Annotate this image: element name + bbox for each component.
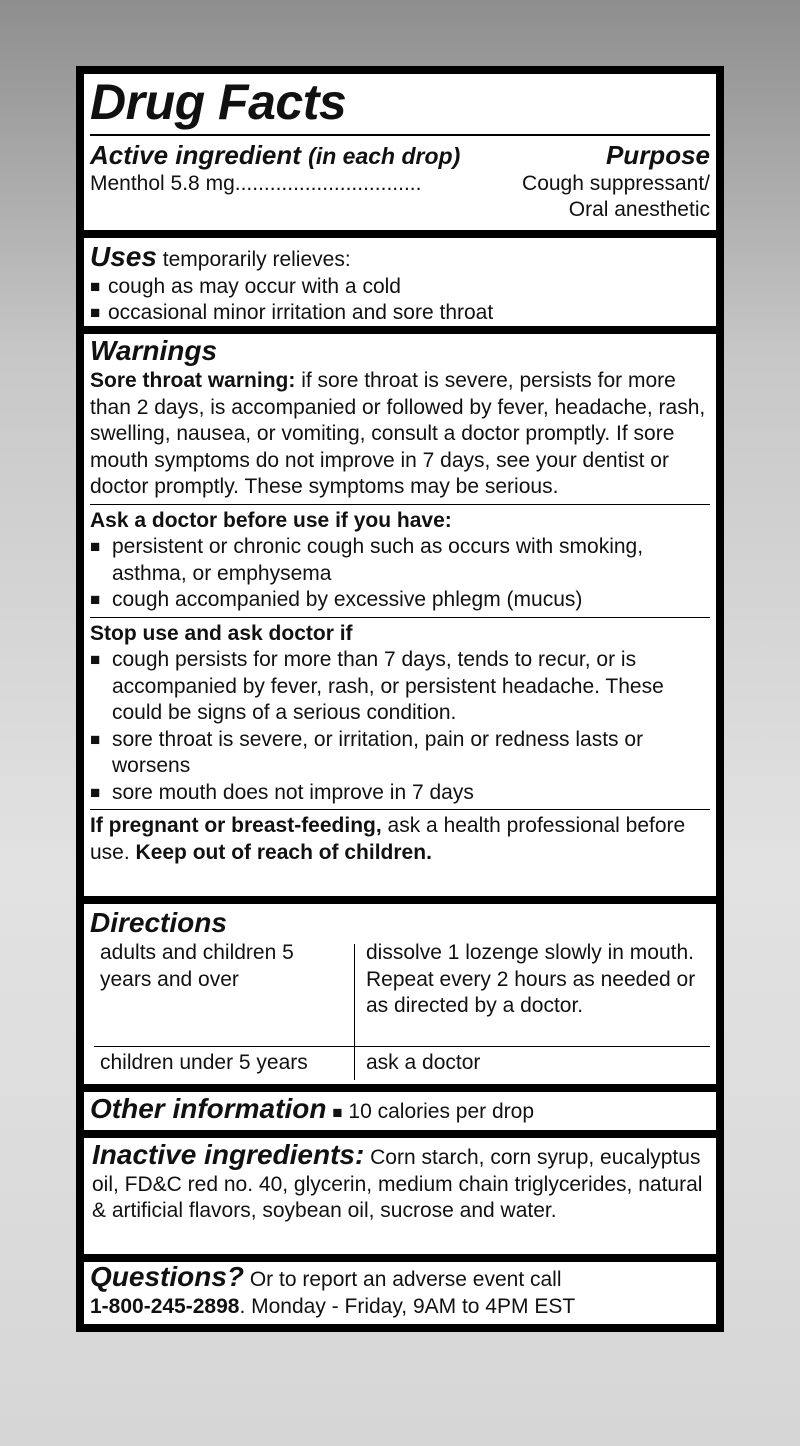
directions-who-children: children under 5 years	[100, 1051, 308, 1074]
questions-panel	[84, 1262, 716, 1324]
stop-use-item: ■ cough persists for more than 7 days, tends to recur, or is accompanied by fever, rash, or persistent headache. These could be signs of a serious condition.	[84, 647, 716, 727]
ask-doctor-item: ■ persistent or chronic cough such as occurs with smoking, asthma, or emphysema	[84, 534, 716, 587]
active-ingredient-value: Menthol 5.8 mg................................	[90, 172, 422, 195]
warnings-heading: Warnings	[90, 335, 218, 366]
drug-facts-label	[76, 66, 724, 1332]
directions-who-adults: adults and children 5 years and over	[100, 941, 294, 991]
directions-panel	[84, 904, 716, 1084]
sore-throat-warning: Sore throat warning: if sore throat is severe, persists for more than 2 days, is accompanied or followed by fever, headache, rash, swelling, nausea, or vomiting, consult a doctor promptly. If sore mouth symptoms do not improve in 7 days, see your dentist or doctor promptly. These symptoms may be serious.	[90, 369, 706, 498]
directions-row-divider	[94, 1046, 710, 1047]
purpose-heading: Purpose	[605, 140, 710, 170]
inactive-ingredients-panel	[84, 1138, 716, 1254]
active-ingredient-line	[84, 171, 716, 196]
questions-contact: 1-800-245-2898. Monday - Friday, 9AM to 4PM EST	[90, 1294, 576, 1318]
warnings-panel	[84, 334, 716, 896]
uses-item: ■ occasional minor irritation and sore throat	[84, 300, 716, 327]
phone-number[interactable]: 1-800-245-2898	[90, 1294, 240, 1318]
ask-doctor-heading: Ask a doctor before use if you have:	[90, 508, 452, 532]
other-information-heading: Other information	[90, 1093, 327, 1124]
title-divider	[90, 134, 710, 136]
questions-text: Questions? Or to report an adverse event call	[90, 1261, 562, 1292]
bullet-square-icon: ■	[90, 537, 101, 556]
stop-use-heading: Stop use and ask doctor if	[90, 621, 353, 645]
stop-use-item: ■ sore throat is severe, or irritation, pain or redness lasts or worsens	[84, 727, 716, 780]
bullet-square-icon: ■	[90, 729, 101, 749]
sore-throat-label: Sore throat warning:	[90, 369, 296, 392]
bullet-square-icon: ■	[90, 650, 101, 669]
purpose-line-1: Cough suppressant/	[522, 172, 710, 195]
other-information-line	[84, 1094, 716, 1127]
directions-dose-adults: dissolve 1 lozenge slowly in mouth. Repeat every 2 hours as needed or as directed by a doctor.	[366, 941, 696, 1017]
bullet-square-icon: ■	[90, 782, 101, 802]
active-header-row	[84, 140, 716, 171]
warnings-divider	[90, 809, 710, 810]
other-information-text: 10 calories per drop	[348, 1100, 535, 1123]
bullet-square-icon: ■	[90, 590, 101, 609]
bullet-square-icon: ■	[90, 303, 101, 322]
uses-panel	[84, 238, 716, 326]
bullet-square-icon: ■	[332, 1103, 343, 1122]
uses-heading: Uses	[90, 241, 157, 272]
directions-heading: Directions	[90, 907, 227, 938]
uses-item: ■ cough as may occur with a cold	[84, 274, 716, 301]
drug-facts-title: Drug Facts	[90, 74, 347, 130]
directions-table	[94, 940, 710, 1080]
other-information-panel	[84, 1092, 716, 1130]
questions-heading: Questions?	[90, 1261, 245, 1292]
bullet-square-icon: ■	[90, 276, 101, 296]
warnings-divider	[90, 617, 710, 618]
directions-column-divider	[354, 944, 355, 1080]
pregnancy-warning: If pregnant or breast-feeding, ask a health professional before use. Keep out of reach of children.	[90, 814, 686, 864]
active-ingredient-panel	[84, 74, 716, 230]
warnings-divider	[90, 504, 710, 505]
purpose-line-2: Oral anesthetic	[568, 198, 710, 221]
inactive-ingredients-text: Inactive ingredients: Corn starch, corn syrup, eucalyptus oil, FD&C red no. 40, glycerin, medium chain triglycerides, natural & artificial flavors, soybean oil, sucrose and water.	[92, 1139, 703, 1222]
directions-dose-children: ask a doctor	[366, 1051, 481, 1074]
active-ingredient-heading: Active ingredient (in each drop)	[90, 140, 461, 170]
keep-out-of-reach: Keep out of reach of children.	[135, 840, 432, 864]
stop-use-item: ■ sore mouth does not improve in 7 days	[84, 780, 716, 807]
uses-intro: Uses temporarily relieves:	[90, 241, 351, 272]
inactive-ingredients-heading: Inactive ingredients:	[92, 1139, 365, 1170]
ask-doctor-item: ■ cough accompanied by excessive phlegm (mucus)	[84, 587, 716, 614]
